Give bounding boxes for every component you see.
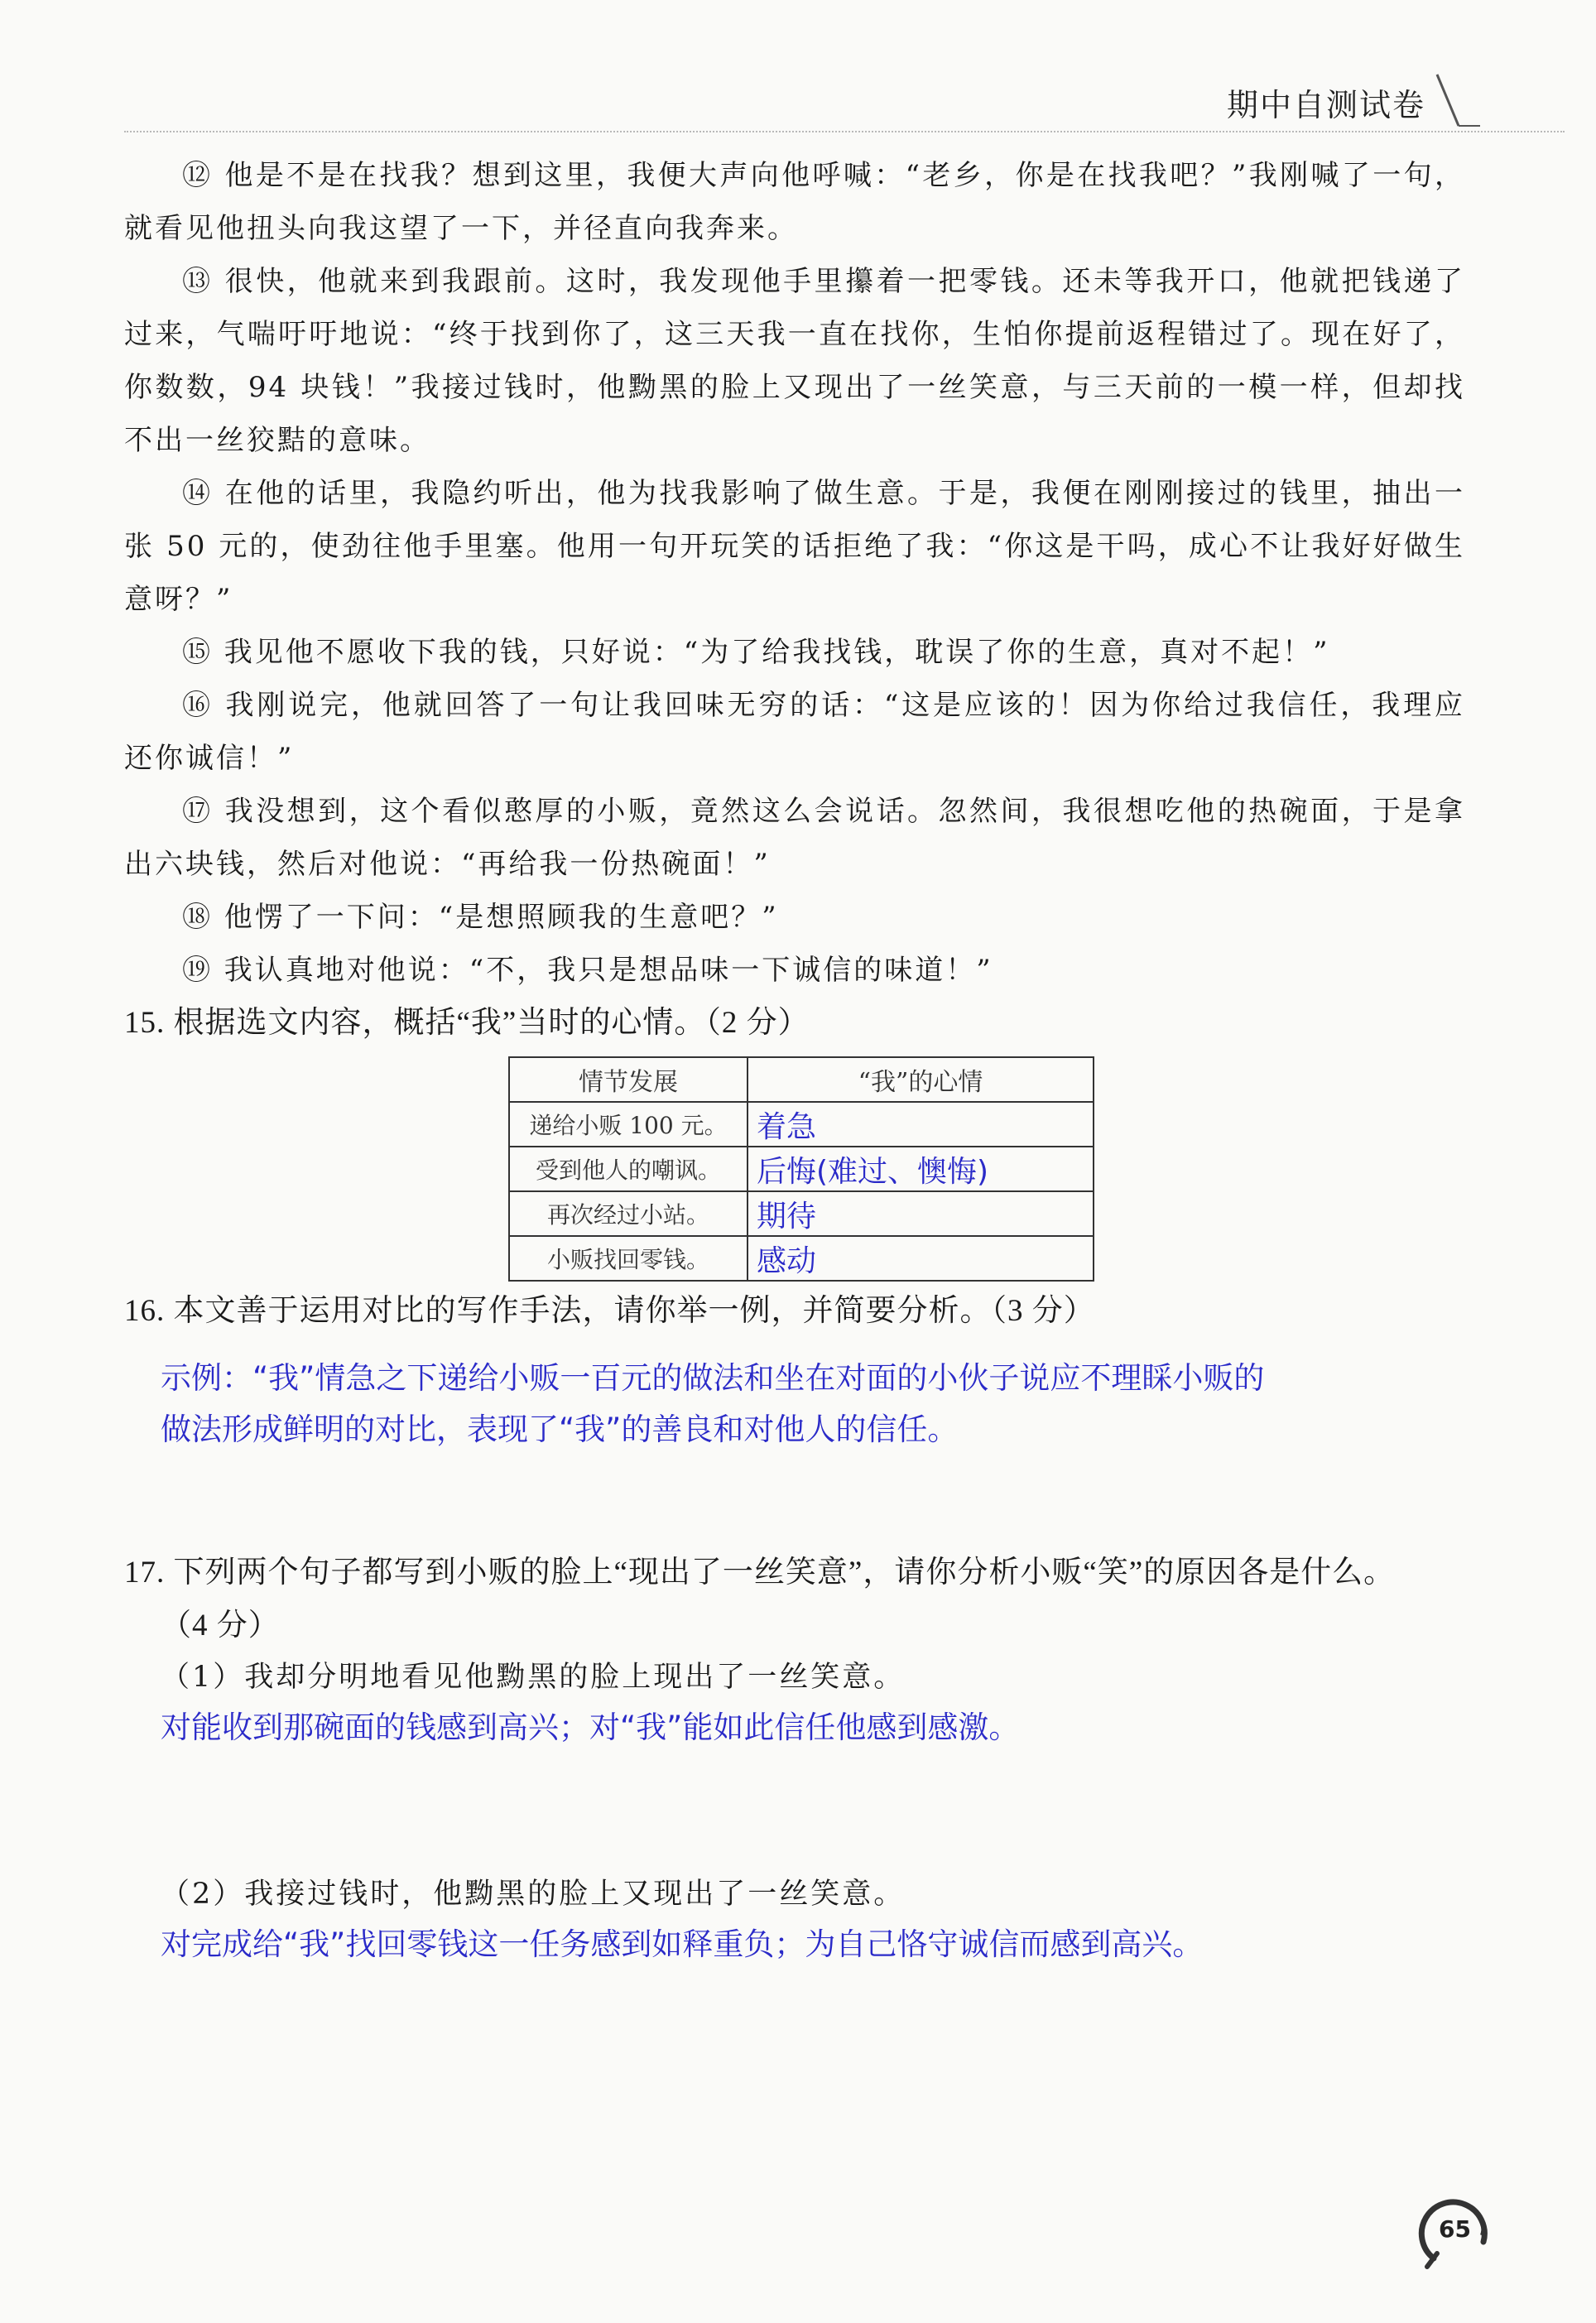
question-17-answer-1: 对能收到那碗面的钱感到高兴；对“我”能如此信任他感到感激。 — [161, 1710, 1020, 1745]
table-cell-plot: 递给小贩 100 元。 — [509, 1102, 748, 1147]
table-row — [509, 1147, 1094, 1191]
question-16-prompt: 16. 本文善于运用对比的写作手法，请你举一例，并简要分析。（3 分） — [124, 1294, 1095, 1328]
spacer — [124, 1455, 1465, 1546]
passage-paragraph-13: ⑬ 很快，他就来到我跟前。这时，我发现他手里攥着一把零钱。还未等我开口，他就把钱递了过来，气喘吁吁地说：“终于找到你了，这三天我一直在找你，生怕你提前返程错过了。现在好了，你数数，94 块钱！”我接过钱时，他黝黑的脸上又现出了一丝笑意，与三天前的一模一样，但却找不出一丝狡黠的意味。 — [124, 265, 1465, 457]
mood-table-header-plot: 情节发展 — [509, 1057, 748, 1102]
table-cell-mood-answer: 期待 — [748, 1191, 1094, 1236]
passage-paragraph-14: ⑭ 在他的话里，我隐约听出，他为找我影响了做生意。于是，我便在刚刚接过的钱里，抽出一张 50 元的，使劲往他手里塞。他用一句开玩笑的话拒绝了我：“你这是干吗，成心不让我好好做生意呀？” — [124, 477, 1465, 616]
question-17 — [124, 1546, 1465, 1970]
question-17-prompt: 17. 下列两个句子都写到小贩的脸上“现出了一丝笑意”，请你分析小贩“笑”的原因各是什么。 — [124, 1556, 1396, 1590]
header-slash-decoration — [1430, 71, 1480, 129]
table-cell-plot: 再次经过小站。 — [509, 1191, 748, 1236]
mood-table-header-row — [509, 1057, 1094, 1102]
passage-paragraph-16: ⑯ 我刚说完，他就回答了一句让我回味无穷的话：“这是应该的！因为你给过我信任，我理应还你诚信！” — [124, 689, 1465, 775]
question-16-answer-line-2: 做法形成鲜明的对比，表现了“我”的善良和对他人的信任。 — [161, 1412, 959, 1447]
table-cell-mood-answer: 后悔(难过、懊悔) — [748, 1147, 1094, 1191]
table-cell-mood-answer: 着急 — [748, 1102, 1094, 1147]
page-content — [124, 149, 1465, 1970]
page-number: 65 — [1439, 2215, 1471, 2243]
spacer — [124, 1338, 1465, 1353]
header-title: 期中自测试卷 — [1226, 87, 1425, 123]
mood-table — [508, 1056, 1094, 1282]
question-17-sub-2: （2）我接过钱时，他黝黑的脸上又现出了一丝笑意。 — [161, 1878, 906, 1911]
table-cell-plot: 小贩找回零钱。 — [509, 1236, 748, 1281]
passage-paragraph-12: ⑫ 他是不是在找我？想到这里，我便大声向他呼喊：“老乡，你是在找我吧？”我刚喊了一句，就看见他扭头向我这望了一下，并径直向我奔来。 — [124, 159, 1465, 245]
question-17-sub-1: （1）我却分明地看见他黝黑的脸上现出了一丝笑意。 — [161, 1661, 906, 1694]
passage-paragraph-19: ⑲ 我认真地对他说：“不，我只是想品味一下诚信的味道！” — [182, 954, 993, 987]
passage-paragraph-18: ⑱ 他愣了一下问：“是想照顾我的生意吧？” — [182, 901, 779, 934]
page-header — [1118, 65, 1531, 132]
header-divider — [124, 131, 1565, 132]
passage-paragraph-15: ⑮ 我见他不愿收下我的钱，只好说：“为了给我找钱，耽误了你的生意，真对不起！” — [182, 636, 1330, 669]
reading-passage — [124, 149, 1465, 997]
table-row — [509, 1236, 1094, 1281]
question-15 — [124, 997, 1465, 1282]
spacer — [124, 1753, 1465, 1869]
table-row — [509, 1102, 1094, 1147]
mood-table-header-mood: “我”的心情 — [748, 1057, 1094, 1102]
question-15-prompt: 15. 根据选文内容，概括“我”当时的心情。（2 分） — [124, 1006, 810, 1040]
passage-paragraph-17: ⑰ 我没想到，这个看似憨厚的小贩，竟然这么会说话。忽然间，我很想吃他的热碗面，于是拿出六块钱，然后对他说：“再给我一份热碗面！” — [124, 795, 1465, 881]
table-cell-mood-answer: 感动 — [748, 1236, 1094, 1281]
page-number-badge — [1409, 2192, 1500, 2275]
question-17-points: （4 分） — [161, 1609, 280, 1642]
table-cell-plot: 受到他人的嘲讽。 — [509, 1147, 748, 1191]
table-row — [509, 1191, 1094, 1236]
question-16-answer-line-1: 示例：“我”情急之下递给小贩一百元的做法和坐在对面的小伙子说应不理睬小贩的 — [161, 1360, 1265, 1396]
question-16 — [124, 1285, 1465, 1455]
question-17-answer-2: 对完成给“我”找回零钱这一任务感到如释重负；为自己恪守诚信而感到高兴。 — [161, 1926, 1204, 1962]
